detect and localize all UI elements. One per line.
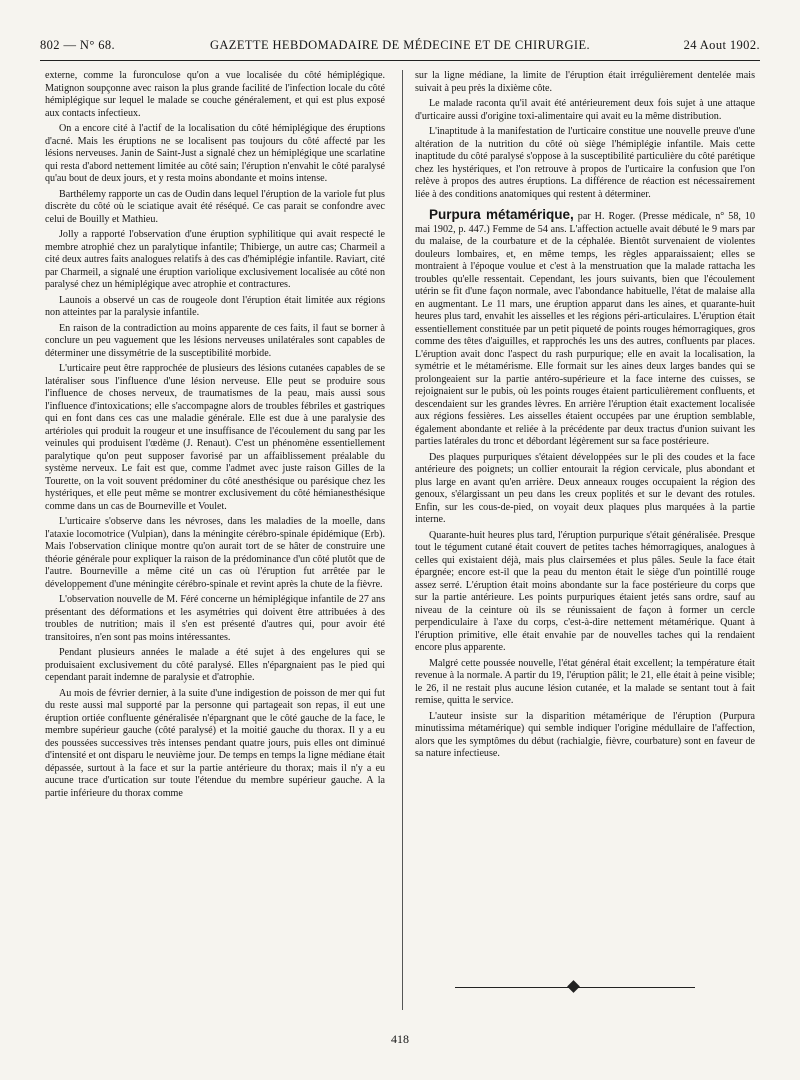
paragraph: Malgré cette poussée nouvelle, l'état général était excellent; la température était revenue à la normale. A partir du 19, l'éruption pâlit; le 21, elle était à peine visible; le 26, il ne restait plus aucune lésion cutanée, et la malade se sentant tout à fait remise, quitta le service. (415, 657, 755, 706)
header-rule (40, 60, 760, 61)
paragraph: sur la ligne médiane, la limite de l'éruption était irrégulièrement dentelée mais suivait à peu près la dixième côte. (415, 70, 755, 94)
paragraph: L'inaptitude à la manifestation de l'urticaire constitue une nouvelle preuve d'une altération de la nutrition du côté où siège l'hémiplégie infantile. Mais cette inaptitude du côté paralysé s'oppose à la susceptibilité particulière du côté parétique chez les hystériques, et l'on retrouve à propos de l'urticaire la confusion que l'on relève à propos des autres éruptions. La différence de réaction est nécessairement liée à des conditions anatomiques qui restent à déterminer. (415, 126, 755, 200)
journal-title: GAZETTE HEBDOMADAIRE DE MÉDECINE ET DE CHIRURGIE. (209, 38, 591, 52)
paragraph: En raison de la contradiction au moins apparente de ces faits, il faut se borner à conclure un peu vaguement que les lésions nerveuses unilatérales sont capables de déterminer une dissymétrie de la susceptibilité morbide. (45, 322, 385, 359)
right-column (415, 70, 755, 1013)
paragraph: Le malade raconta qu'il avait été antérieurement deux fois sujet à une attaque d'urticaire aussi d'origine toxi-alimentaire qui avait eu la même distribution. (415, 98, 755, 122)
paragraph: L'urticaire s'observe dans les névroses, dans les maladies de la moelle, dans l'ataxie locomotrice (Vulpian), dans la méningite cérébro-spinale épidémique (Erb). Mais l'observation clinique montre qu'on aurait tort de se hâter de construire une théorie générale pour expliquer la raison de la prédominance d'un côté plutôt que de l'autre. Bourneville a même cité un cas où l'éruption fut arrêtée par le développement d'une méningite cérébro-spinale et revint après la chute de la fièvre. (45, 516, 385, 590)
paragraph: Barthélemy rapporte un cas de Oudin dans lequel l'éruption de la variole fut plus discrète du côté où le sciatique avait été réséqué. Ce cas parait se confondre avec celui de Bouilly et Mathieu. (45, 188, 385, 225)
paragraph: externe, comme la furonculose qu'on a vue localisée du côté hémiplégique. Matignon soupçonne avec raison la plus grande facilité de l'infection locale du côté hémiplégique sur lequel le malade se couche généralement, et qui est plus exposé aux contacts infectieux. (45, 70, 385, 119)
paragraph: Au mois de février dernier, à la suite d'une indigestion de poisson de mer qui fut du reste aussi mal supporté par la personne qui partageait son repas, il eut une éruption ortiée confluente généralisée n'épargnant que le côté gauche de la face, le membre supérieur gauche (côté paralysé) et la moitié gauche du thorax. Il y a eu des poussées successives très intenses pendant quatre jours, puis elles ont diminué d'intensité et ont disparu le neuvième jour. De temps en temps la ligne médiane était dépassée, surtout à la face et sur la partie antérieure du thorax; mais il n'y a eu aucune trace d'urtication sur toute l'étendue du membre supérieur gauche. A la partie inférieure du thorax comme (45, 687, 385, 799)
paragraph: L'auteur insiste sur la disparition métamérique de l'éruption (Purpura minutissima métamérique) qui semble indiquer l'origine médullaire de l'affection, alors que les symptômes du début (rachialgie, fièvre, courbature) sont en faveur de sa nature infectieuse. (415, 710, 755, 759)
paragraph: L'urticaire peut être rapprochée de plusieurs des lésions cutanées capables de se latéraliser sous l'influence d'une lésion nerveuse. Elle peut se produire sous l'influence de choses nerveux, de traumatismes de la peau, mais aussi sous l'influence d'intoxications; elle s'accompagne alors de troubles fébriles et gastriques qui en font dans ces cas une maladie générale. Elle est due à une paralysie des artérioles qui produit la rougeur et une insuffisance de l'écoulement du sang par les veinules qui produisent l'œdème (J. Renaut). C'est un phénomène essentiellement paralytique qu'on peut supposer favorisé par un affaiblissement préalable du système nerveux. Le fait est que, comme l'admet avec juste raison Gilles de la Tourette, on la voit souvent prédominer du côté anesthésique ou parésique chez les hystériques, et elle peut même se montrer exclusivement du côté hémianesthésique comme dans un cas de Bourneville et Voulet. (45, 363, 385, 512)
paragraph: Des plaques purpuriques s'étaient développées sur le pli des coudes et la face antérieure des poignets; un collier entourait la région cervicale, plus abondant et plus large en avant qu'en arrière. Deux anneaux rouges occupaient la région des genoux, s'élargissant un peu dans les creux poplités et sur le devant des rotules. Enfin, sur les cous-de-pied, on voyait deux plaques plus marquées à la partie interne. (415, 451, 755, 525)
left-column (45, 70, 385, 1013)
page-number: 418 (391, 1032, 409, 1046)
paragraph: On a encore cité à l'actif de la localisation du côté hémiplégique des éruptions d'acné. Mais les éruptions ne se localisent pas toujours du côté affecté par les lésions nerveuses. Janin de Saint-Just a signalé chez un hémiplégique une scarlatine qui resta d'abord nettement limitée au côté sain; l'éruption n'envahit le côté paralysé qu'au bout de deux jours, et y resta moins abondante et moins intense. (45, 123, 385, 184)
article-intro (415, 209, 755, 449)
paragraph: Jolly a rapporté l'observation d'une éruption syphilitique qui avait respecté le membre atrophié chez un paralytique infantile; Thibierge, un autre cas; Charmeil a cité deux autres faits analogues relatifs à des cas d'hémiplégie infantile. Raviart, cité par Charmeil, a signalé une éruption variolique exclusivement localisée au côté non paralysé chez un hémiplégique avec atrophie et contractures. (45, 229, 385, 290)
paragraph: Pendant plusieurs années le malade a été sujet à des engelures qui se produisaient exclusivement du côté paralysé. Elles n'épargnaient pas le pied qui cependant parait indemne de paralysie et d'atrophie. (45, 647, 385, 683)
paragraph: L'observation nouvelle de M. Féré concerne un hémiplégique infantile de 27 ans présentant des déformations et les asymétries qui doivent être attribuées à des troubles de nutrition; mais il s'en est présenté d'autres qui, pour avoir été transitoires, n'en sont pas moins intéressantes. (45, 594, 385, 643)
paragraph: Quarante-huit heures plus tard, l'éruption purpurique s'était généralisée. Presque tout le tégument cutané était couvert de petites taches hémorragiques, analogues à celles qui existaient déjà, mais plus clairsemées et plus pâles. Seule la face était épargnée; encore est-il que la peau du menton était le siège d'un pointillé rouge assez serré. L'éruption était moins abondante sur la face postérieure du corps que sur la partie antérieure. Les points purpuriques étaient jetés sans ordre, sauf au niveau de la ceinture où ils se réunissaient de façon à former un cercle perpendiculaire à l'axe du corps, c'est-à-dire nettement métamérique. Quant à l'éruption primitive, elle était envahie par de nouvelles taches qui la rendaient encore plus apparente. (415, 529, 755, 653)
paragraph: Femme de 54 ans. L'affection actuelle avait débuté le 9 mars par du malaise, de la courbature et de la céphalée. Bientôt survenaient de violentes douleurs lombaires, et, en même temps, les règles apparaissaient; elles se montraient à l'époque voulue et c'est à la menstruation que la malade rattacha les troubles qu'elle ressentait. Cependant, les jours suivants, bien que l'écoulement utérin se fit d'une façon normale, avec l'abondance habituelle, l'état de malaise alla en augmentant. Le 11 mars, une éruption apparut dans les aines, et quarante-huit heures plus tard, envahit les aisselles et les régions péri-articulaires. L'éruption était essentiellement constituée par un petit piqueté de points rouges hémorragiques, gros comme des têtes d'aiguilles, et rapprochés les uns des autres, confluents par places. L'éruption avait donc l'aspect du rash purpurique; elle en avait la localisation, la symétrie et le métamérisme. Elle formait sur les aines deux larges bandes qui se prolongeaient sur la partie antéro-supérieure et la face interne des cuisses, se rejoignaient sur le pubis, où les points rouges étaient particulièrement confluents, et descendaient sur les grandes lèvres. En arrière l'éruption était exactement localisée aux régions fessières. Les aisselles étaient occupées par une éruption semblable, également abondante et reliée à la précédente par deux tractus d'union suivant les parties latérales du tronc et débordant légèrement sur sa face postérieure. (415, 223, 755, 447)
article-title: Purpura métamérique, (429, 207, 574, 222)
issue-number: 802 — N° 68. (40, 38, 116, 52)
article-byline: par H. Roger. (Presse médicale, n° 58, 10 mai 1902, p. 447.) (415, 211, 755, 235)
paragraph: Launois a observé un cas de rougeole dont l'éruption était limitée aux régions non atteintes par la paralysie infantile. (45, 294, 385, 318)
running-header (40, 38, 760, 60)
section-ornament (455, 981, 695, 995)
issue-date: 24 Aout 1902. (683, 38, 760, 52)
column-divider (402, 70, 403, 1010)
